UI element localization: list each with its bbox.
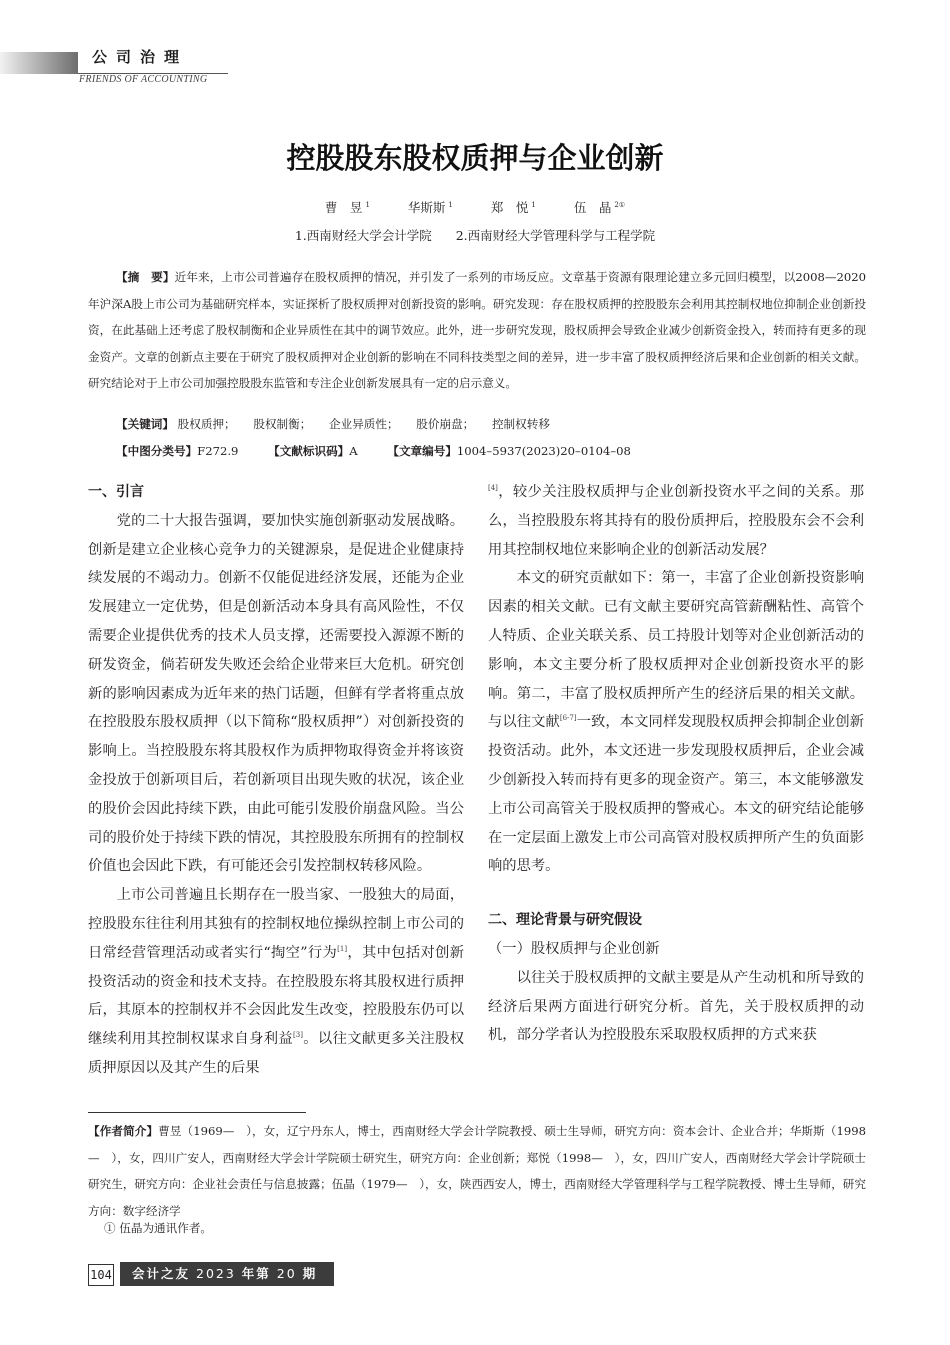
keyword: 股价崩盘； [416,417,475,431]
section-heading: 二、理论背景与研究假设 [488,912,642,929]
citation: [3] [293,1031,303,1040]
article-no-value: 1004–5937(2023)20–0104–08 [456,444,631,458]
citation: [4] [488,484,498,493]
keyword: 企业异质性； [329,417,399,431]
affiliations [0,226,950,244]
body-paragraph-continued: [4]，较少关注股权质押与企业创新投资水平之间的关系。那么，当控股股东将其持有的股份质押后，控股股东会不会利用其控制权地位来影响企业的创新活动发展？ [488,484,864,558]
body-paragraph: 上市公司普遍且长期存在一股当家、一股独大的局面，控股股东往往利用其独有的控制权地位操纵控制上市公司的日常经营管理活动或者实行“掏空”行为[1]，其中包括对创新投资活动的资金和技术支持。在控股股东将其股权进行质押后，其原本的控制权并不会因此发生改变，控股股东仍可以继续利用其控制权谋求自身利益[3]。以往文献更多关注股权质押原因以及其产生的后果 [88,887,465,1076]
doc-code-label: 【文献标识码】 [268,444,350,458]
classification-line [116,441,657,461]
body-column-right [488,478,864,1050]
author-list [0,198,950,216]
citation: [6-7] [559,714,577,723]
page-number: 104 [88,1264,114,1286]
affiliation: 2.西南财经大学管理科学与工程学院 [455,228,656,243]
body-column-left [88,478,464,1083]
keyword: 股权质押； [177,417,236,431]
body-paragraph: 本文的研究贡献如下：第一，丰富了企业创新投资影响因素的相关文献。已有文献主要研究高管薪酬粘性、高管个人特质、企业关联关系、员工持股计划等对企业创新活动的影响，本文主要分析了股权质押对企业创新投资水平的影响。第二，丰富了股权质押所产生的经济后果的相关文献。与以往文献[6-7]一致，本文同样发现股权质押会抑制企业创新投资活动。此外，本文还进一步发现股权质押后，企业会减少创新投入转而持有更多的现金资产。第三，本文能够激发上市公司高管关于股权质押的警戒心。本文的研究结论能够在一定层面上激发上市公司高管对股权质押所产生的负面影响的思考。 [488,570,865,875]
abstract [88,264,866,397]
article-no-label: 【文章编号】 [387,444,457,458]
affiliation: 1.西南财经大学会计学院 [294,228,432,243]
citation: [1] [337,944,348,953]
subsection-heading: （一）股权质押与企业创新 [488,940,660,957]
author: 曹 昱 $^1$ [324,200,370,215]
footnote-rule [88,1112,306,1113]
keyword: 控制权转移 [491,417,550,431]
article-title: 控股股东股权质押与企业创新 [286,141,664,175]
corresponding-author-note: ① 伍晶为通讯作者。 [104,1221,213,1235]
clc-label: 【中图分类号】 [116,444,198,458]
keyword: 股权制衡； [253,417,312,431]
body-paragraph: 党的二十大报告强调，要加快实施创新驱动发展战略。创新是建立企业核心竞争力的关键源泉，是促进企业健康持续发展的不竭动力。创新不仅能促进经济发展，还能为企业发展建立一定优势，但是创新活动本身具有高风险性，不仅需要企业提供优秀的技术人员支撑，还需要投入源源不断的研发资金，倘若研发失败还会给企业带来巨大危机。研究创新的影响因素成为近年来的热门话题，但鲜有学者将重点放在控股股东股权质押（以下简称“股权质押”）对创新投资的影响上。当控股股东将其股权作为质押物取得资金并将该资金投放于创新项目后，若创新项目出现失败的状况，该企业的股价会因此持续下跌，由此可能引发股价崩盘风险。当公司的股价处于持续下跌的情况，其控股股东所拥有的控制权价值也会因此下跌，有可能还会引发控制权转移风险。 [88,512,464,875]
header-gradient-bar [0,52,78,74]
section-heading: 一、引言 [88,484,144,500]
author: 郑 悦 $^1$ [490,200,536,215]
keywords [116,414,564,434]
column-title: 公司治理 [92,48,189,66]
author: 华斯斯 $^1$ [407,200,453,215]
author-bio-label: 【作者简介】 [88,1124,159,1138]
clc-value: F272.9 [197,444,239,458]
keywords-label: 【关键词】 [116,417,174,431]
doc-code-value: A [349,444,358,458]
author-bio [88,1118,866,1224]
abstract-label: 【摘 要】 [116,270,175,284]
body-paragraph: 以往关于股权质押的文献主要是从产生动机和所导致的经济后果两方面进行研究分析。首先，关于股权质押的动机，部分学者认为控股股东采取股权质押的方式来获 [488,969,864,1044]
journal-issue-banner: 会计之友 2023 年第 20 期 [120,1262,334,1286]
abstract-text: 近年来，上市公司普遍存在股权质押的情况，并引发了一系列的市场反应。文章基于资源有限理论建立多元回归模型，以2008—2020年沪深A股上市公司为基础研究样本，实证探析了股权质押对创新投资的影响。研究发现：存在股权质押的控股股东会利用其控制权地位抑制企业创新投资，在此基础上还考虑了股权制衡和企业异质性在其中的调节效应。此外，进一步研究发现，股权质押会导致企业减少创新资金投入，转而持有更多的现金资产。文章的创新点主要在于研究了股权质押对企业创新的影响在不同科技类型之间的差异，进一步丰富了股权质押经济后果和企业创新的相关文献。研究结论对于上市公司加强控股股东监管和专注企业创新发展具有一定的启示意义。 [88,270,866,390]
author-bio-text: 曹昱（1969— ），女，辽宁丹东人，博士，西南财经大学会计学院教授、硕士生导师，研究方向：资本会计、企业合并；华斯斯（1998— ），女，四川广安人，西南财经大学会计学院硕士研究生，研究方向：企业创新；郑悦（1998— ），女，四川广安人，西南财经大学会计学院硕士研究生，研究方向：企业社会责任与信息披露；伍晶（1979— ），女，陕西西安人，博士，西南财经大学管理科学与工程学院教授、博士生导师，研究方向：数字经济学 [88,1124,866,1218]
author: 伍 晶 $^{2①}$ [573,200,626,215]
column-subtitle: FRIENDS OF ACCOUNTING [79,74,208,85]
